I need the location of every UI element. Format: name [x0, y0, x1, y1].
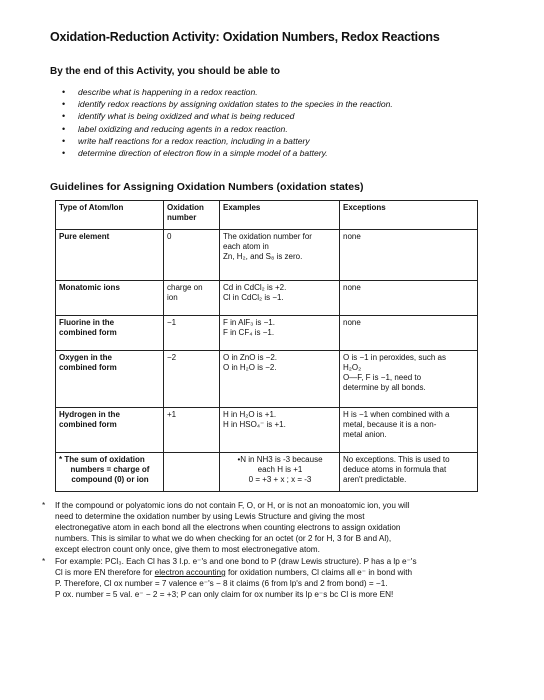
table-row [56, 230, 478, 281]
row-examples: Cd in CdCl₂ is +2. Cl in CdCl₂ is −1. [220, 281, 340, 316]
oxidation-rules-table [55, 200, 478, 492]
header-examples: Examples [220, 201, 340, 230]
objective-item: • determine direction of electron flow in a simple model of a battery. [62, 147, 393, 159]
notes-list [40, 500, 510, 601]
row-exceptions: O is −1 in peroxides, such as H₂O₂ O—F, F is −1, need to determine by all bonds. [340, 351, 478, 408]
row-type: * The sum of oxidation numbers = charge of compound (0) or ion [56, 453, 164, 492]
row-exceptions: H is −1 when combined with a metal, because it is a non- metal anion. [340, 408, 478, 453]
row-type: Monatomic ions [56, 281, 164, 316]
table-row [56, 351, 478, 408]
row-type: Hydrogen in the combined form [56, 408, 164, 453]
note-item: * If the compound or polyatomic ions do not contain F, O, or H, or is not an monoatomic ion, you will need to determine the oxidation number by using Lewis Structure and giving the most electronegative atom in each bond all the electrons when counting electrons to assign oxidation numbers. This is similar to what we do when checking for an octet (or 2 for H, 3 for B and Al), except electron count only once, give them to most electronegative atom. [40, 500, 510, 555]
objective-item: • identify what is being oxidized and what is being reduced [62, 110, 393, 122]
table-row [56, 316, 478, 351]
row-examples: O in ZnO is −2. O in H₂O is −2. [220, 351, 340, 408]
objective-item: • identify redox reactions by assigning oxidation states to the species in the reaction. [62, 98, 393, 110]
page-title: Oxidation-Reduction Activity: Oxidation Numbers, Redox Reactions [50, 30, 440, 44]
row-examples: F in AlF₃ is −1. F in CF₄ is −1. [220, 316, 340, 351]
row-exceptions: none [340, 230, 478, 281]
table-row [56, 453, 478, 492]
note-item: * For example: PCl₃. Each Cl has 3 l.p. e⁻'s and one bond to P (draw Lewis structure). P has a lp e⁻'s Cl is more EN therefore for electron accounting for oxidation numbers, Cl claims all e⁻ in bond with P. Therefore, Cl ox number = 7 valence e⁻'s − 8 it claims (6 from lp's and 2 from bond) = −1. P ox. number = 5 val. e⁻ − 2 = +3; P can only claim for ox number its lp e⁻s bc Cl is more EN! [40, 556, 510, 600]
guidelines-heading: Guidelines for Assigning Oxidation Numbers (oxidation states) [50, 181, 364, 193]
row-exceptions: none [340, 281, 478, 316]
objective-item: • label oxidizing and reducing agents in a redox reaction. [62, 123, 393, 135]
row-number: charge on ion [164, 281, 220, 316]
row-type: Oxygen in the combined form [56, 351, 164, 408]
header-type: Type of Atom/Ion [56, 201, 164, 230]
row-exceptions: none [340, 316, 478, 351]
table-row [56, 408, 478, 453]
row-examples: •N in NH3 is -3 because each H is +1 0 = +3 + x ; x = -3 [220, 453, 340, 492]
row-examples: H in H₂O is +1. H in HSO₄⁻ is +1. [220, 408, 340, 453]
header-exceptions: Exceptions [340, 201, 478, 230]
objectives-intro: By the end of this Activity, you should be able to [50, 66, 281, 77]
row-number: −1 [164, 316, 220, 351]
table-header-row [56, 201, 478, 230]
row-exceptions: No exceptions. This is used to deduce atoms in formula that aren't predictable. [340, 453, 478, 492]
table-row [56, 281, 478, 316]
row-type: Fluorine in the combined form [56, 316, 164, 351]
electron-accounting-term: electron accounting [154, 568, 226, 577]
header-oxidation-number: Oxidation number [164, 201, 220, 230]
objectives-list [62, 86, 393, 159]
row-number [164, 453, 220, 492]
row-number: +1 [164, 408, 220, 453]
row-number: −2 [164, 351, 220, 408]
objective-item: • describe what is happening in a redox reaction. [62, 86, 393, 98]
row-number: 0 [164, 230, 220, 281]
row-type: Pure element [56, 230, 164, 281]
row-examples: The oxidation number for each atom in Zn, H₂, and S₈ is zero. [220, 230, 340, 281]
objective-item: • write half reactions for a redox reaction, including in a battery [62, 135, 393, 147]
